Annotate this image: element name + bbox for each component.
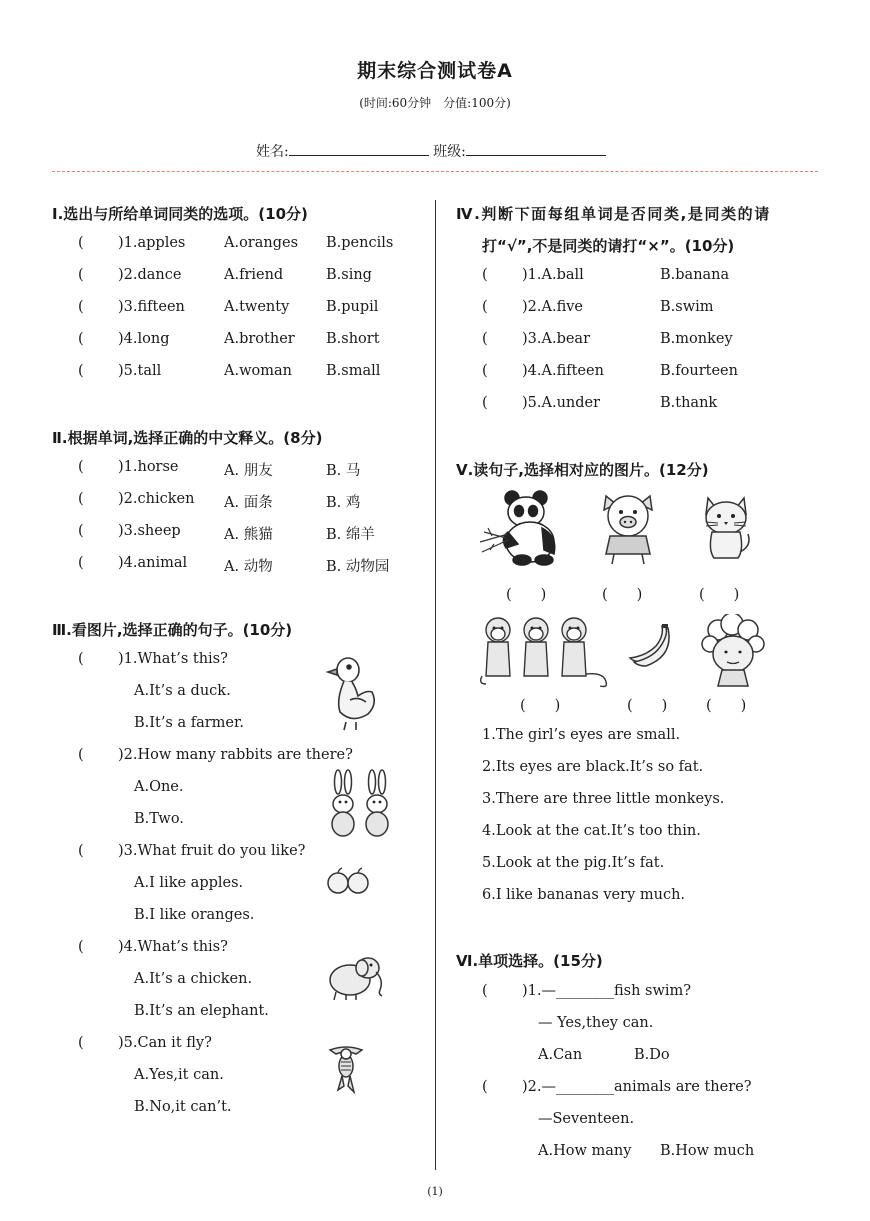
page-number: (1) (427, 1185, 443, 1198)
item-word: )4.long (118, 331, 170, 347)
word-a: )4.A.fifteen (522, 363, 604, 379)
answer-paren[interactable]: ( (78, 491, 84, 507)
student-info (256, 141, 606, 161)
name-field[interactable] (289, 141, 429, 156)
item-word: )3.fifteen (118, 299, 185, 315)
question-text: )2.—________animals are there? (522, 1079, 752, 1095)
option-a: A.friend (224, 267, 284, 283)
item-word: )1.horse (118, 459, 179, 475)
word-b: B.swim (660, 299, 714, 315)
exam-info: (时间:60分钟 分值:100分) (359, 96, 511, 110)
option-a: A.Yes,it can. (134, 1067, 224, 1083)
section-5-heading: Ⅴ.读句子,选择相对应的图片。(12分) (456, 461, 709, 479)
option-a: A.How many (538, 1143, 632, 1159)
option-b: B.It’s an elephant. (134, 1003, 269, 1019)
option-a: A.Can (538, 1047, 583, 1063)
question-text: )1.—________fish swim? (522, 983, 692, 999)
elephant-icon (322, 950, 388, 1002)
class-label: 班级: (433, 144, 466, 160)
picture-answer-2[interactable]: ( ) (602, 587, 643, 603)
option-b: B. 马 (326, 463, 361, 479)
option-b: B. 绵羊 (326, 527, 375, 543)
picture-answer-1[interactable]: ( ) (506, 587, 547, 603)
picture-answer-3[interactable]: ( ) (699, 587, 740, 603)
sentence: 1.The girl’s eyes are small. (482, 727, 681, 743)
picture-answer-6[interactable]: ( ) (706, 698, 747, 714)
option-a: A.It’s a duck. (134, 683, 231, 699)
section-3-heading: Ⅲ.看图片,选择正确的句子。(10分) (52, 621, 293, 639)
rabbits-icon (322, 768, 398, 840)
picture-answer-5[interactable]: ( ) (627, 698, 668, 714)
question-text: )2.How many rabbits are there? (118, 747, 353, 763)
word-a: )3.A.bear (522, 331, 591, 347)
word-a: )2.A.five (522, 299, 584, 315)
option-b: B.pupil (326, 299, 379, 315)
section-6-heading: Ⅵ.单项选择。(15分) (456, 952, 603, 970)
question-text: )5.Can it fly? (118, 1035, 212, 1051)
option-a: A.brother (224, 331, 295, 347)
cat-icon (698, 494, 754, 564)
section-4-heading: Ⅳ.判断下面每组单词是否同类,是同类的请 (456, 205, 771, 223)
reply-text: —Seventeen. (538, 1111, 635, 1127)
item-word: )5.tall (118, 363, 162, 379)
section-2-heading: Ⅱ.根据单词,选择正确的中文释义。(8分) (52, 429, 323, 447)
sentence: 5.Look at the pig.It’s fat. (482, 855, 665, 871)
word-a: )1.A.ball (522, 267, 584, 283)
option-a: A.woman (224, 363, 292, 379)
question-text: )3.What fruit do you like? (118, 843, 306, 859)
word-b: B.fourteen (660, 363, 738, 379)
answer-paren[interactable]: ( (78, 747, 84, 763)
option-b: B.I like oranges. (134, 907, 255, 923)
word-b: B.banana (660, 267, 730, 283)
bird-icon (326, 1044, 366, 1096)
option-b: B.Two. (134, 811, 184, 827)
answer-paren[interactable]: ( (482, 983, 488, 999)
sentence: 3.There are three little monkeys. (482, 791, 725, 807)
sentence: 4.Look at the cat.It’s too thin. (482, 823, 701, 839)
item-word: )1.apples (118, 235, 186, 251)
word-a: )5.A.under (522, 395, 601, 411)
sentence: 2.Its eyes are black.It’s so fat. (482, 759, 704, 775)
option-b: B.pencils (326, 235, 394, 251)
word-b: B.monkey (660, 331, 733, 347)
answer-paren[interactable]: ( (78, 299, 84, 315)
option-a: A.oranges (224, 235, 299, 251)
answer-paren[interactable]: ( (78, 459, 84, 475)
pig-icon (596, 490, 660, 566)
class-field[interactable] (466, 141, 606, 156)
item-word: )3.sheep (118, 523, 181, 539)
reply-text: — Yes,they can. (538, 1015, 654, 1031)
answer-paren[interactable]: ( (78, 939, 84, 955)
duck-icon (322, 652, 382, 734)
item-word: )4.animal (118, 555, 188, 571)
monkeys-icon (478, 612, 614, 688)
girl-icon (700, 614, 766, 688)
divider-dashed (52, 171, 818, 172)
answer-paren[interactable]: ( (482, 395, 488, 411)
answer-paren[interactable]: ( (482, 267, 488, 283)
option-a: A.It’s a chicken. (134, 971, 253, 987)
option-a: A. 动物 (224, 559, 273, 575)
option-a: A. 面条 (224, 495, 273, 511)
panda-icon (478, 488, 568, 568)
option-b: B.sing (326, 267, 372, 283)
option-a: A.I like apples. (134, 875, 244, 891)
answer-paren[interactable]: ( (482, 331, 488, 347)
option-b: B. 动物园 (326, 559, 390, 575)
fruit-icon (324, 866, 374, 896)
answer-paren[interactable]: ( (78, 267, 84, 283)
word-b: B.thank (660, 395, 718, 411)
option-a: A. 朋友 (224, 463, 273, 479)
option-b: B.short (326, 331, 380, 347)
column-divider (435, 200, 436, 1170)
name-label: 姓名: (256, 144, 289, 160)
picture-answer-4[interactable]: ( ) (520, 698, 561, 714)
answer-paren[interactable]: ( (78, 331, 84, 347)
answer-paren[interactable]: ( (78, 1035, 84, 1051)
option-b: B.It’s a farmer. (134, 715, 244, 731)
option-a: A. 熊猫 (224, 527, 273, 543)
banana-icon (626, 622, 674, 668)
item-word: )2.dance (118, 267, 182, 283)
page-title: 期末综合测试卷A (357, 60, 513, 82)
question-text: )1.What’s this? (118, 651, 228, 667)
option-b: B.Do (634, 1047, 670, 1063)
option-b: B. 鸡 (326, 495, 361, 511)
option-b: B.How much (660, 1143, 755, 1159)
section-1-heading: Ⅰ.选出与所给单词同类的选项。(10分) (52, 205, 308, 223)
answer-paren[interactable]: ( (482, 363, 488, 379)
option-b: B.No,it can’t. (134, 1099, 232, 1115)
answer-paren[interactable]: ( (482, 299, 488, 315)
option-a: A.twenty (224, 299, 290, 315)
answer-paren[interactable]: ( (78, 555, 84, 571)
sentence: 6.I like bananas very much. (482, 887, 686, 903)
question-text: )4.What’s this? (118, 939, 228, 955)
answer-paren[interactable]: ( (78, 843, 84, 859)
answer-paren[interactable]: ( (482, 1079, 488, 1095)
option-a: A.One. (134, 779, 184, 795)
item-word: )2.chicken (118, 491, 195, 507)
answer-paren[interactable]: ( (78, 523, 84, 539)
option-b: B.small (326, 363, 381, 379)
answer-paren[interactable]: ( (78, 363, 84, 379)
section-4-heading-cont: 打“√”,不是同类的请打“×”。(10分) (482, 237, 735, 255)
answer-paren[interactable]: ( (78, 651, 84, 667)
answer-paren[interactable]: ( (78, 235, 84, 251)
